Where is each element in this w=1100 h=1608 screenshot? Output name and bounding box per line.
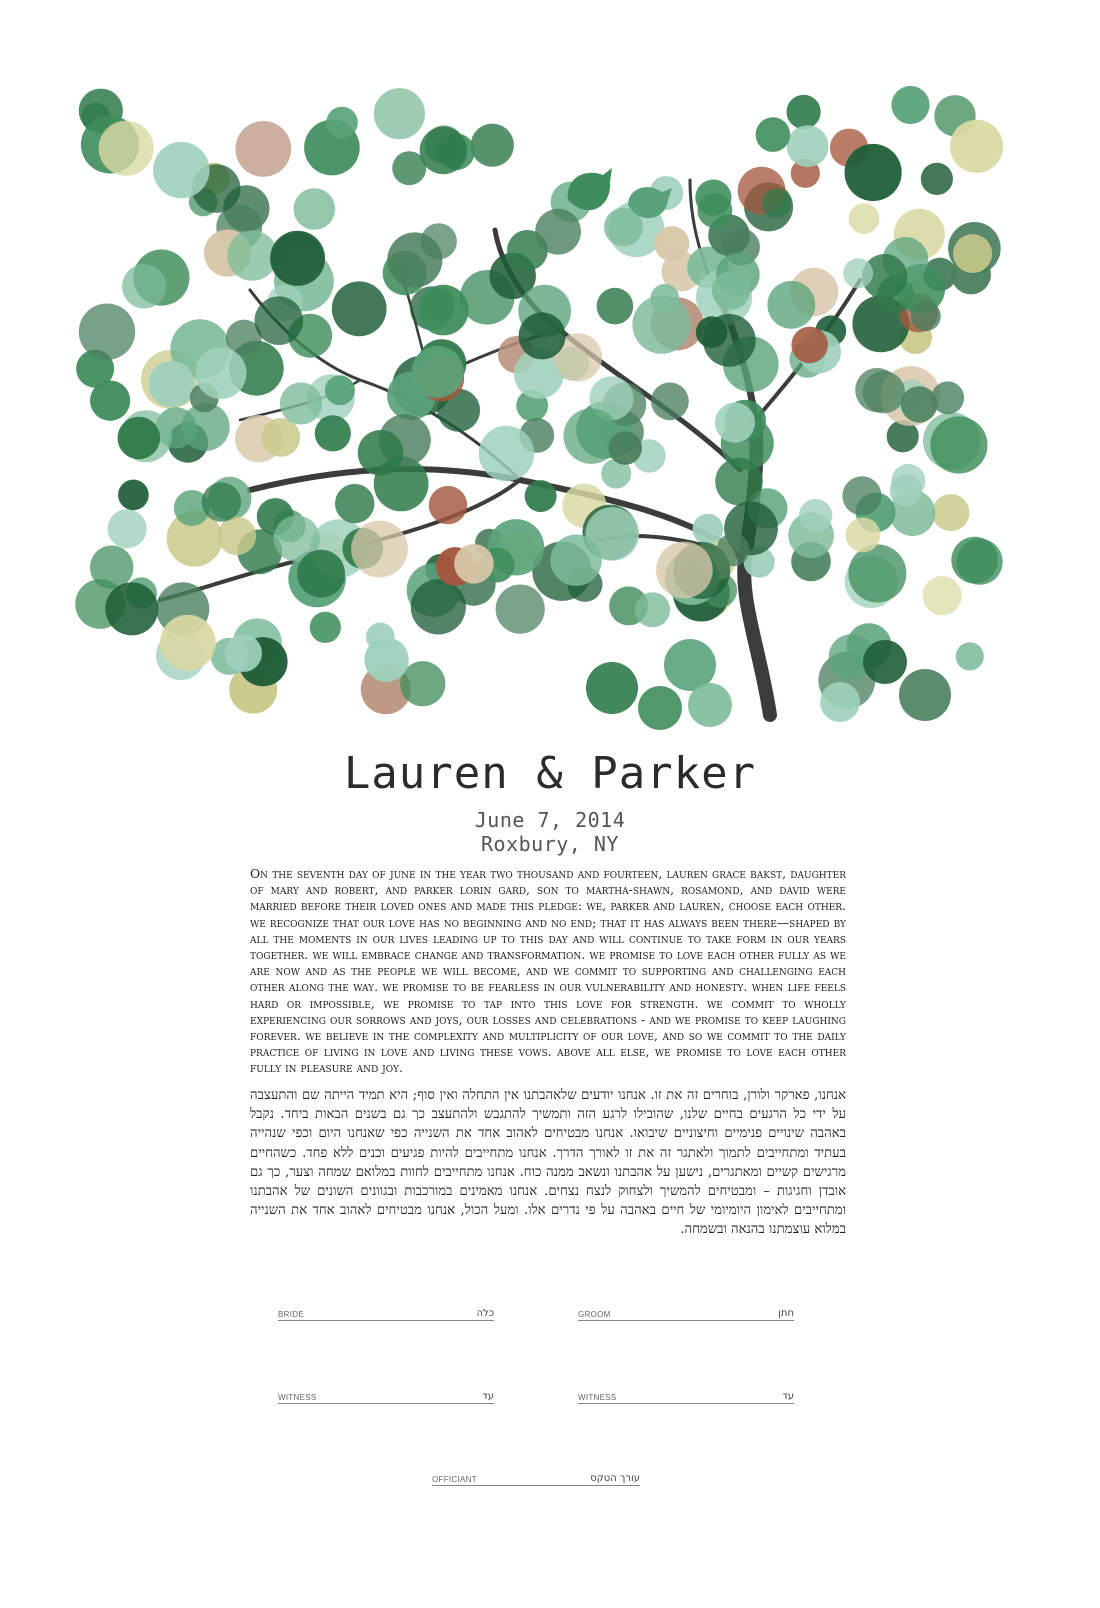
leaf-circle xyxy=(848,544,906,602)
leaf-circle xyxy=(656,542,713,599)
leaf-circle xyxy=(799,499,833,533)
couple-names: Lauren & Parker xyxy=(343,748,757,799)
officiant-label: OFFICIANT xyxy=(432,1475,477,1484)
leaf-circle xyxy=(923,576,962,615)
fallen-leaf-circle xyxy=(863,640,907,684)
leaf-circle xyxy=(891,464,925,498)
leaf-circle xyxy=(716,533,749,566)
leaf-circle xyxy=(392,151,426,185)
leaf-circle xyxy=(787,125,829,167)
leaf-circle xyxy=(332,281,387,336)
fallen-leaf-circle xyxy=(820,682,860,722)
leaf-circle xyxy=(951,537,998,584)
leaf-circle xyxy=(326,107,358,139)
leaf-circle xyxy=(280,382,322,424)
groom-label: GROOM xyxy=(578,1310,611,1319)
wedding-date: June 7, 2014 xyxy=(474,808,626,832)
leaf-circle xyxy=(351,521,408,578)
leaf-circle xyxy=(374,88,425,139)
leaf-circle xyxy=(224,634,262,672)
leaf-circle xyxy=(90,381,130,421)
leaf-circle xyxy=(535,209,581,255)
leaf-circle xyxy=(153,142,209,198)
leaf-circle xyxy=(496,585,545,634)
leaf-circle xyxy=(911,301,941,331)
leaf-circle xyxy=(118,480,149,511)
leaf-circle xyxy=(650,284,679,313)
groom-signature-line xyxy=(578,1306,794,1321)
leaf-circle xyxy=(310,612,341,643)
leaf-circle xyxy=(325,375,355,405)
leaf-circle xyxy=(335,484,374,523)
officiant-label-hebrew: עורך הטקס xyxy=(590,1473,640,1484)
fallen-leaf-circle xyxy=(586,662,638,714)
leaf-circle xyxy=(715,403,755,443)
leaf-circle xyxy=(454,544,494,584)
leaf-circle xyxy=(149,361,195,407)
leaf-circle xyxy=(956,642,984,670)
leaf-circle xyxy=(412,346,464,398)
witness-label: WITNESS xyxy=(278,1393,317,1402)
tree-illustration xyxy=(0,0,1100,745)
leaf-circle xyxy=(99,121,154,176)
leaf-circle xyxy=(756,117,791,152)
leaf-circle xyxy=(254,296,303,345)
leaf-circle xyxy=(261,418,300,457)
witness-signature-line xyxy=(578,1389,794,1404)
leaf-circle xyxy=(227,230,277,280)
leaf-circle xyxy=(315,415,351,451)
leaf-circle xyxy=(791,327,828,364)
leaf-circle xyxy=(160,615,216,671)
bride-label-hebrew: כלה xyxy=(476,1308,494,1319)
officiant-signature-line xyxy=(432,1471,640,1486)
leaf-circle xyxy=(108,509,147,548)
leaf-circle xyxy=(932,494,969,531)
leaf-circle xyxy=(218,517,257,556)
leaf-circle xyxy=(891,86,929,124)
witness-label: WITNESS xyxy=(578,1393,617,1402)
leaf-circle xyxy=(411,579,466,634)
fallen-leaf-circle xyxy=(638,686,682,730)
fallen-leaf-circle xyxy=(688,683,732,727)
leaf-circle xyxy=(429,486,467,524)
leaf-circle xyxy=(471,124,514,167)
leaf-circle xyxy=(654,226,689,261)
leaf-circle xyxy=(651,382,689,420)
leaf-circle xyxy=(608,431,642,465)
leaf-circle xyxy=(842,476,881,515)
leaf-circle xyxy=(597,288,634,325)
witness-label-hebrew: עד xyxy=(482,1391,494,1402)
tree-leaves xyxy=(75,86,1003,730)
leaf-circle xyxy=(767,281,815,329)
leaf-circle xyxy=(195,348,246,399)
leaf-circle xyxy=(105,582,158,635)
leaf-circle xyxy=(364,638,408,682)
fallen-leaf-circle xyxy=(899,669,951,721)
leaf-circle xyxy=(519,312,566,359)
wedding-location: Roxbury, NY xyxy=(481,832,619,856)
leaf-circle xyxy=(930,416,987,473)
leaf-circle xyxy=(846,518,881,553)
english-vows: On the seventh day of june in the year two thousand and fourteen, lauren grace bakst, daughter of mary and robert, and parker lorin gard, son to martha-shawn, rosamond, and david were married before their loved ones and made this pledge: we, parker and lauren, choose each other. we recognize that our love has no beginning and no end; that it has always been there—shaped by all the moments in our lives leading up to this day and will continue to take form in our years together. we will embrace change and transformation. we promise to love each other fully as we are now and as the people we will become, and we commit to supporting and challenging each other along the way. we promise to be fearless in our vulnerability and honesty. when life feels hard or impossible, we promise to tap into this love for strength. we commit to wholly experiencing our sorrows and joys, our losses and celebrations - and we promise to keep laughing forever. we believe in the complexity and multiplicity of our love, and so we commit to the daily practice of living in love and living these vows. above all else, we promise to love each other fully in pleasure and joy. xyxy=(250,866,846,1076)
witness-signature-line xyxy=(278,1389,494,1404)
leaf-circle xyxy=(525,480,557,512)
leaf-circle xyxy=(635,592,670,627)
leaf-circle xyxy=(787,95,821,129)
leaf-circle xyxy=(79,304,135,360)
leaf-circle xyxy=(715,458,763,506)
leaf-circle xyxy=(270,231,325,286)
bride-label: BRIDE xyxy=(278,1310,304,1319)
leaf-circle xyxy=(863,371,905,413)
leaf-circle xyxy=(950,120,1003,173)
leaf-circle xyxy=(901,386,937,422)
leaf-circle xyxy=(122,264,166,308)
leaf-circle xyxy=(762,189,792,219)
leaf-circle xyxy=(202,482,241,521)
leaf-circle xyxy=(421,223,457,259)
leaf-circle xyxy=(235,121,291,177)
leaf-circle xyxy=(358,430,404,476)
leaf-circle xyxy=(297,550,345,598)
leaf-circle xyxy=(479,426,534,481)
witness-label-hebrew: עד xyxy=(782,1391,794,1402)
groom-label-hebrew: חתן xyxy=(778,1308,794,1319)
leaf-circle xyxy=(843,258,873,288)
bride-signature-line xyxy=(278,1306,494,1321)
leaf-circle xyxy=(849,203,880,234)
leaf-circle xyxy=(696,316,728,348)
leaf-circle xyxy=(712,271,750,309)
leaf-circle xyxy=(294,188,336,230)
leaf-circle xyxy=(698,193,733,228)
bird-icon xyxy=(568,168,612,210)
leaf-circle xyxy=(921,163,953,195)
leaf-circle xyxy=(420,127,467,174)
leaf-circle xyxy=(118,417,161,460)
hebrew-vows: אנחנו, פארקר ולורן, בוחרים זה את זו. אנחנו יודעים שלאהבתנו אין התחלה ואין סוף; היא תמיד הייתה שם והתעצבה על ידי כל הרגעים בחיים שלנו, שהובילו לרגע הזה ותמשיך להתגבש ולהתעצב כך גם בשנים הבאות ביחד. נקבל באהבה שינויים פנימיים וחיצוניים שיבואו. אנחנו מבטיחים לאהוב אחד את השנייה כפי שאנחנו היום וכפי שנהייה בעתיד ומתחייבים לתמוך ולאתגר זה את זו לאורך הדרך. אנחנו מתחייבים להיות פגיעים וכנים ללא פחד. כשהחיים מרגישים קשיים ומאתגרים, נישען על אהבתנו ונשאב ממנה כוח. אנחנו מתחייבים לחוות במלואם שמחה וצער, כך גם אובדן וחגיגות – ומבטיחים להמשיך ולצחוק לנצח נצחים. אנחנו מאמינים במורכבות ובגוונים השונים של אהבתנו ומתחייבים לאימון היומיומי של חיים באהבה על פי נדרים אלו. ומעל הכול, אנחנו מבטיחים לאהוב אחד את השנייה במלוא עוצמתנו בהנאה ובשמחה. xyxy=(250,1088,846,1238)
leaf-circle xyxy=(953,234,992,273)
leaf-circle xyxy=(845,144,902,201)
leaf-circle xyxy=(693,514,724,545)
leaf-circle xyxy=(550,535,601,586)
